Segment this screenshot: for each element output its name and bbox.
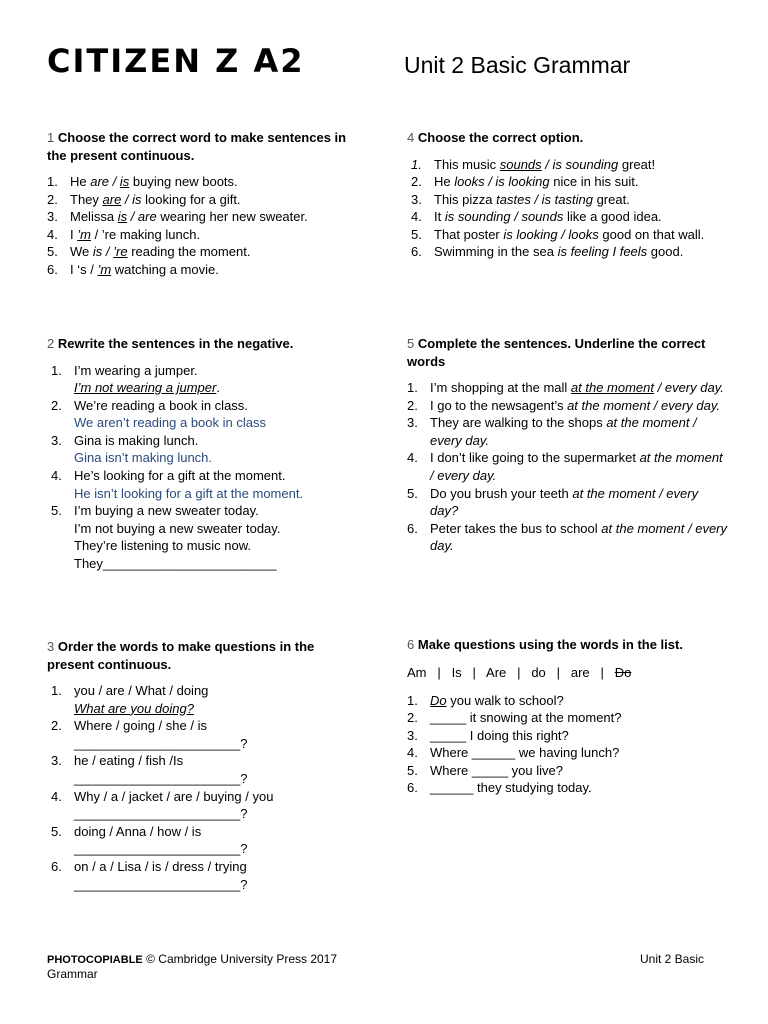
item-text — [430, 449, 727, 484]
item-number: 5. — [407, 762, 418, 778]
text-segment: at the moment / every day. — [430, 415, 697, 448]
item-number: 6. — [411, 244, 422, 260]
text-segment: is feeling I feels — [557, 244, 648, 260]
list-item — [407, 397, 727, 415]
text-segment: ’m — [77, 226, 91, 242]
item-number: 1. — [407, 380, 418, 395]
text-segment: at the moment / every day. — [567, 397, 721, 413]
exercise-4 — [407, 129, 727, 261]
item-text — [70, 261, 367, 279]
list-item — [407, 779, 727, 797]
text-segment: good on that wall. — [598, 226, 705, 242]
item-text — [74, 502, 367, 572]
text-segment: you walk to school? — [446, 692, 564, 708]
exercise-1 — [47, 129, 367, 279]
text-segment: is looking / looks — [503, 226, 599, 242]
text-segment: wearing her new sweater. — [156, 209, 308, 225]
item-words: Why / a / jacket / are / buying / you — [74, 788, 274, 804]
list-item — [47, 752, 357, 787]
item-prompt: We’re reading a book in class. — [74, 397, 248, 413]
list-item — [47, 208, 367, 226]
item-number: 2. — [51, 397, 62, 413]
text-segment: reading the moment. — [127, 244, 251, 260]
exercise-2 — [47, 335, 367, 573]
item-number: 3. — [51, 753, 62, 769]
word-list-item: Is — [451, 664, 462, 680]
item-text — [434, 208, 727, 226]
item-number: 5. — [47, 244, 58, 260]
item-number: 6. — [407, 780, 418, 796]
worksheet-brand: CITIZEN Z A2 — [47, 42, 305, 80]
item-number: 3. — [407, 727, 418, 743]
item-prompt: I’m wearing a jumper. — [74, 362, 198, 378]
list-item — [407, 191, 727, 209]
item-prompt: Gina is making lunch. — [74, 432, 199, 448]
item-words: you / are / What / doing — [74, 683, 209, 698]
list-item — [47, 823, 357, 858]
text-segment: are / — [90, 174, 120, 189]
item-text — [74, 397, 367, 432]
text-segment: / ’re making lunch. — [90, 226, 201, 242]
text-segment: I ‘s / — [70, 261, 98, 277]
item-number: 2. — [407, 710, 418, 726]
text-segment: buying new boots. — [129, 174, 238, 189]
text-segment: It — [434, 209, 445, 225]
footer-unit-label: Unit 2 Basic — [640, 952, 705, 966]
item-line: I’m not buying a new sweater today. — [74, 520, 281, 536]
word-list-item: Do — [614, 664, 632, 680]
word-list: Am | Is | Are | do | are | Do — [407, 664, 632, 680]
list-item — [47, 788, 357, 823]
item-number: 6. — [51, 858, 62, 874]
item-answer-line: _______________________? — [74, 806, 248, 822]
item-text — [430, 762, 727, 780]
list-item — [407, 744, 727, 762]
exercise-6-heading: 6 Make questions using the words in the list. — [407, 637, 683, 652]
list-item — [47, 261, 367, 279]
item-text — [70, 226, 367, 244]
list-item — [407, 379, 727, 397]
text-segment: They are walking to the shops — [430, 415, 607, 431]
list-item — [407, 762, 727, 780]
list-item — [47, 243, 367, 261]
item-text — [74, 823, 357, 858]
text-segment: ’m — [97, 261, 112, 277]
text-segment: sounds — [499, 156, 542, 172]
text-segment: Where _____ you live? — [430, 762, 563, 778]
text-segment: This pizza — [434, 191, 497, 207]
item-line: They________________________ — [74, 556, 277, 572]
item-answer-line: What are you doing? — [74, 700, 194, 716]
exercise-5-list — [407, 379, 727, 555]
item-answer: Gina isn’t making lunch. — [74, 450, 213, 466]
item-number: 2. — [411, 174, 422, 190]
text-segment: I — [70, 226, 78, 242]
list-item — [407, 449, 727, 484]
exercise-6 — [407, 636, 727, 797]
text-segment: We — [70, 244, 93, 260]
item-number: 5. — [51, 823, 62, 839]
item-number: 3. — [407, 415, 418, 431]
text-segment: He — [70, 174, 91, 189]
text-segment: watching a movie. — [111, 261, 219, 277]
list-item — [407, 173, 727, 191]
text-segment: That poster — [434, 226, 504, 242]
text-segment: tastes / is tasting — [496, 191, 593, 207]
list-item — [47, 226, 367, 244]
list-item — [407, 727, 727, 745]
text-segment: He — [434, 174, 455, 190]
item-number: 4. — [51, 788, 62, 804]
item-text — [70, 191, 367, 209]
item-text — [434, 191, 727, 209]
text-segment: They — [70, 191, 103, 207]
item-words: doing / Anna / how / is — [74, 823, 202, 839]
list-item — [47, 362, 367, 397]
text-segment: is sounding / sounds — [444, 209, 564, 225]
item-text — [430, 727, 727, 745]
item-number: 1. — [51, 362, 62, 378]
text-segment: _____ it snowing at the moment? — [430, 710, 622, 726]
item-text — [430, 779, 727, 797]
item-text — [434, 156, 727, 174]
item-number: 3. — [51, 432, 62, 448]
item-text — [430, 520, 727, 555]
text-segment: is — [119, 174, 130, 189]
text-segment: great. — [592, 191, 630, 207]
item-words: he / eating / fish /Is — [74, 753, 184, 769]
item-text — [430, 744, 727, 762]
text-segment: at the moment / every day. — [430, 450, 723, 483]
text-segment: ’re — [113, 244, 128, 260]
text-segment: Peter takes the bus to school — [430, 520, 602, 536]
exercise-1-list — [47, 173, 367, 279]
item-text — [74, 752, 357, 787]
list-item — [407, 414, 727, 449]
item-text — [434, 243, 727, 261]
item-number: 2. — [407, 397, 418, 413]
list-item — [407, 208, 727, 226]
item-words: on / a / Lisa / is / dress / trying — [74, 858, 247, 874]
text-segment: great! — [618, 156, 656, 172]
exercise-4-list — [407, 156, 727, 262]
item-number: 1. — [407, 692, 418, 708]
item-text — [74, 432, 367, 467]
item-text — [70, 173, 367, 191]
text-segment: This music — [434, 156, 500, 172]
item-number: 4. — [51, 468, 62, 484]
list-item — [47, 717, 357, 752]
list-item — [47, 432, 367, 467]
list-item — [47, 173, 367, 191]
item-text — [430, 397, 727, 415]
word-list-item: do — [531, 664, 546, 680]
item-text — [430, 485, 727, 520]
list-item — [407, 709, 727, 727]
item-number: 2. — [47, 191, 58, 207]
exercise-5-heading: 5 Complete the sentences. Underline the correct words — [407, 336, 706, 369]
text-segment: nice in his suit. — [549, 174, 639, 190]
item-number: 5. — [411, 226, 422, 242]
list-item — [47, 397, 367, 432]
item-answer: He isn’t looking for a gift at the moment. — [74, 485, 304, 501]
text-segment: looking for a gift. — [141, 191, 241, 207]
text-segment: / is sounding — [541, 156, 619, 172]
item-words: Where / going / she / is — [74, 718, 207, 734]
list-item — [407, 156, 727, 174]
text-segment: / is — [121, 191, 142, 207]
text-segment: _____ I doing this right? — [430, 727, 569, 743]
text-segment: Do — [430, 692, 447, 708]
item-answer-line: _______________________? — [74, 735, 248, 751]
exercise-2-heading: 2 Rewrite the sentences in the negative. — [47, 336, 294, 351]
item-number: 1. — [411, 156, 422, 172]
text-segment: I’m shopping at the mall — [430, 380, 571, 395]
item-text — [70, 208, 367, 226]
item-prompt: He’s looking for a gift at the moment. — [74, 468, 286, 484]
exercise-3-heading: 3 Order the words to make questions in the present continuous. — [47, 639, 315, 672]
item-number: 4. — [407, 745, 418, 761]
item-text — [74, 362, 367, 397]
item-number: 3. — [411, 191, 422, 207]
item-number: 1. — [47, 174, 58, 189]
item-answer-line: _______________________? — [74, 876, 248, 892]
text-segment: like a good idea. — [563, 209, 662, 225]
item-text — [74, 788, 357, 823]
exercise-5 — [407, 335, 727, 555]
list-item — [47, 191, 367, 209]
item-text — [434, 226, 727, 244]
list-item — [407, 226, 727, 244]
text-segment: I don’t like going to the supermarket — [430, 450, 640, 466]
footer-copyright: PHOTOCOPIABLE © Cambridge University Press 2017 Grammar — [47, 952, 338, 981]
item-prompt: I’m buying a new sweater today. — [74, 503, 259, 519]
item-answer: We aren’t reading a book in class — [74, 415, 266, 431]
exercise-2-list — [47, 362, 367, 573]
exercise-6-list — [407, 692, 727, 798]
text-segment: is — [117, 209, 128, 225]
exercise-3 — [47, 638, 357, 893]
text-segment: / every day. — [654, 380, 724, 395]
item-answer-line: _______________________? — [74, 841, 248, 857]
item-number: 2. — [51, 718, 62, 734]
text-segment: / are — [127, 209, 157, 225]
item-number: 4. — [411, 209, 422, 225]
text-segment: are — [102, 191, 122, 207]
item-number: 6. — [47, 261, 58, 277]
unit-title: Unit 2 Basic Grammar — [404, 52, 631, 78]
item-line: They’re listening to music now. — [74, 538, 252, 554]
list-item — [407, 692, 727, 710]
text-segment: is / — [92, 244, 114, 260]
answer-period: . — [216, 380, 220, 396]
item-text — [430, 692, 727, 710]
text-segment: Melissa — [70, 209, 118, 225]
item-number: 4. — [407, 450, 418, 466]
item-answer — [74, 379, 367, 397]
list-item — [47, 502, 367, 572]
item-text — [74, 682, 357, 717]
item-text — [430, 414, 727, 449]
item-text — [70, 243, 367, 261]
text-segment: Swimming in the sea — [434, 244, 558, 260]
text-segment: looks / is looking — [454, 174, 550, 190]
item-text — [434, 173, 727, 191]
answer-text: I’m not wearing a jumper — [74, 380, 217, 396]
list-item — [47, 682, 357, 717]
item-number: 1. — [51, 683, 62, 698]
text-segment: I go to the newsagent’s — [430, 397, 568, 413]
text-segment: Where ______ we having lunch? — [430, 745, 620, 761]
word-list-item: are — [570, 664, 590, 680]
text-segment: at the moment — [570, 380, 655, 395]
list-item — [47, 467, 367, 502]
item-answer-line: _______________________? — [74, 770, 248, 786]
item-number: 5. — [51, 503, 62, 519]
text-segment: at the moment / every day? — [430, 485, 699, 519]
item-text — [74, 717, 357, 752]
word-list-item: Am — [407, 664, 427, 680]
item-text — [430, 709, 727, 727]
text-segment: Do you brush your teeth — [430, 485, 573, 501]
item-text — [74, 467, 367, 502]
item-text — [430, 379, 727, 397]
text-segment: at the moment / every day. — [430, 520, 728, 554]
item-number: 5. — [407, 485, 418, 501]
item-number: 3. — [47, 209, 58, 225]
exercise-4-heading: 4 Choose the correct option. — [407, 130, 584, 145]
list-item — [407, 243, 727, 261]
list-item — [407, 485, 727, 520]
text-segment: good. — [647, 244, 684, 260]
exercise-1-heading: 1 Choose the correct word to make sentences in the present continuous. — [47, 130, 347, 163]
item-number: 6. — [407, 520, 418, 536]
exercise-3-list — [47, 682, 357, 893]
word-list-item: Are — [486, 664, 507, 680]
item-text — [74, 858, 357, 893]
list-item — [47, 858, 357, 893]
item-number: 4. — [47, 226, 58, 242]
text-segment: ______ they studying today. — [430, 780, 592, 796]
list-item — [407, 520, 727, 555]
